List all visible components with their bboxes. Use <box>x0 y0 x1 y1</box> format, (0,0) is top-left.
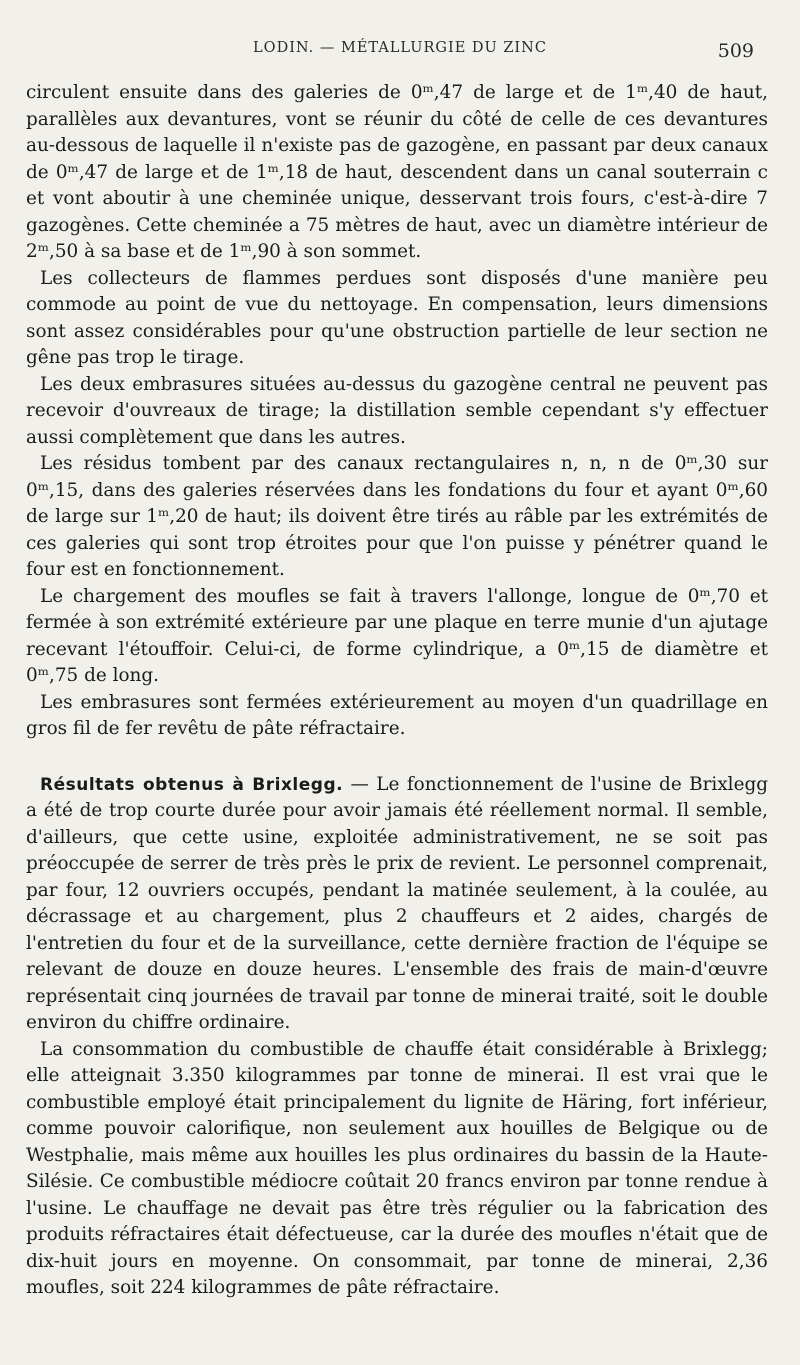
running-title: LODIN. — MÉTALLURGIE DU ZINC <box>253 40 547 56</box>
page-number: 509 <box>717 40 754 62</box>
paragraph-3: Les deux embrasures situées au-dessus du gazogène central ne peuvent pas recevoir d'ouvreaux de tirage; la distillation semble cependant s'y effectuer aussi complètement que dans les autres. <box>26 373 768 448</box>
paragraph-1: circulent ensuite dans des galeries de 0ᵐ,47 de large et de 1ᵐ,40 de haut, parallèles aux devantures, vont se réunir du côté de celle de ces devantures au-dessous de laquelle il n'existe pas de gazogène, en passant par deux canaux de 0ᵐ,47 de large et de 1ᵐ,18 de haut, descendent dans un canal souterrain c et vont aboutir à une cheminée unique, desservant trois fours, c'est-à-dire 7 gazogènes. Cette cheminée a 75 mètres de haut, avec un diamètre intérieur de 2ᵐ,50 à sa base et de 1ᵐ,90 à son sommet. <box>26 82 768 262</box>
section-paragraph-1 <box>26 772 768 1037</box>
paragraph-2: Les collecteurs de flammes perdues sont disposés d'une manière peu commode au point de vue du nettoyage. En compensation, leurs dimensions sont assez considérables pour qu'une obstruction partielle de leur section ne gêne pas trop le tirage. <box>26 267 768 368</box>
page-header <box>40 40 760 70</box>
paragraph-4: Les résidus tombent par des canaux rectangulaires n, n, n de 0ᵐ,30 sur 0ᵐ,15, dans des galeries réservées dans les fondations du four et ayant 0ᵐ,60 de large sur 1ᵐ,20 de haut; ils doivent être tirés au râble par les extrémités de ces galeries qui sont trop étroites pour que l'on puisse y pénétrer quand le four est en fonctionnement. <box>26 453 768 580</box>
section-title: Résultats obtenus à Brixlegg. <box>40 774 344 795</box>
body-text <box>26 80 768 1302</box>
paragraph-5: Le chargement des moufles se fait à travers l'allonge, longue de 0ᵐ,70 et fermée à son extrémité extérieure par une plaque en terre munie d'un ajutage recevant l'étouffoir. Celui-ci, de forme cylindrique, a 0ᵐ,15 de diamètre et 0ᵐ,75 de long. <box>26 585 768 686</box>
section-intro: — Le fonctionnement de l'usine de Brixlegg a été de trop courte durée pour avoir jamais été réellement normal. Il semble, d'ailleurs, que cette usine, exploitée administrativement, ne se soit pas préoccupée de serrer de très près le prix de revient. Le personnel comprenait, par four, 12 ouvriers occupés, pendant la matinée seulement, à la coulée, au décrassage et au chargement, plus 2 chauffeurs et 2 aides, chargés de l'entretien du four et de la surveillance, cette dernière fraction de l'équipe se relevant de douze en douze heures. L'ensemble des frais de main-d'œuvre représentait cinq journées de travail par tonne de minerai traité, soit le double environ du chiffre ordinaire. <box>26 773 768 1033</box>
section-paragraph-2: La consommation du combustible de chauffe était considérable à Brixlegg; elle atteignait 3.350 kilogrammes par tonne de minerai. Il est vrai que le combustible employé était principalement du lignite de Häring, fort inférieur, comme pouvoir calorifique, non seulement aux houilles de Belgique ou de Westphalie, mais même aux houilles les plus ordinaires du bassin de la Haute-Silésie. Ce combustible médiocre coûtait 20 francs environ par tonne rendue à l'usine. Le chauffage ne devait pas être très régulier ou la fabrication des produits réfractaires était défectueuse, car la durée des moufles n'était que de dix-huit jours en moyenne. On consommait, par tonne de minerai, 2,36 moufles, soit 224 kilogrammes de pâte réfractaire. <box>26 1038 768 1298</box>
paragraph-6: Les embrasures sont fermées extérieurement au moyen d'un quadrillage en gros fil de fer revêtu de pâte réfractaire. <box>26 691 768 739</box>
section-spacer <box>26 743 768 772</box>
